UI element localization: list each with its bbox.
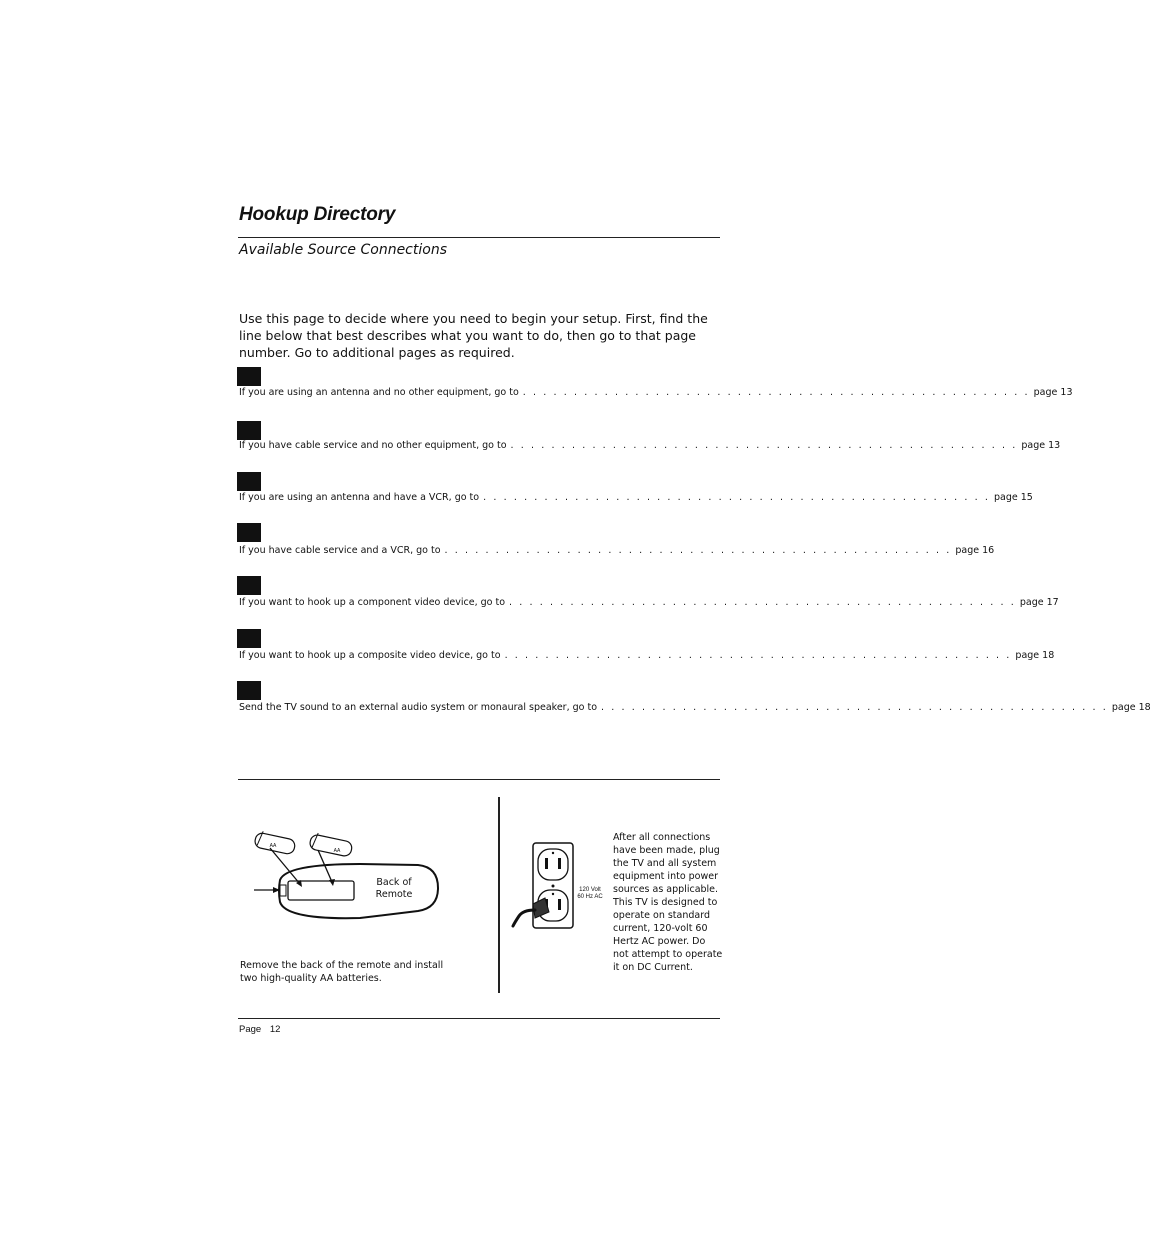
footer-divider xyxy=(238,1018,720,1019)
power-cord xyxy=(513,910,535,926)
entry-marker-box xyxy=(237,472,261,491)
entry-marker-box xyxy=(237,629,261,648)
entry-text: If you have cable service and no other equipment, go to xyxy=(239,440,507,451)
entry-text: If you have cable service and a VCR, go to xyxy=(239,545,441,556)
dot-leader: . . . . . . . . . . . . . . . . . . . . . . . . . . . . . . . . . . . . . . . . . . . . . . . . . . xyxy=(601,702,1108,713)
entry-page: page 15 xyxy=(993,492,1033,503)
intro-paragraph: Use this page to decide where you need to begin your setup. First, find the line below that best describes what you want to do, then go to that page number. Go to additional pages as required. xyxy=(239,311,708,360)
outlet-label: 60 Hz AC xyxy=(577,894,603,900)
dot-leader: . . . . . . . . . . . . . . . . . . . . . . . . . . . . . . . . . . . . . . . . . . . . . . . . . . xyxy=(444,545,952,556)
entry-marker-box xyxy=(237,681,261,700)
dot-leader: . . . . . . . . . . . . . . . . . . . . . . . . . . . . . . . . . . . . . . . . . . . . . . . . . . xyxy=(483,492,990,503)
entry-text: Send the TV sound to an external audio system or monaural speaker, go to xyxy=(239,702,598,713)
entry-page: page 17 xyxy=(1019,597,1059,608)
dot-leader: . . . . . . . . . . . . . . . . . . . . . . . . . . . . . . . . . . . . . . . . . . . . . . . . . . xyxy=(504,650,1012,661)
vertical-divider xyxy=(498,797,500,993)
entry-marker-box xyxy=(237,367,261,386)
page-subtitle: Available Source Connections xyxy=(239,242,447,258)
entry-page: page 18 xyxy=(1111,702,1151,713)
page-number: 12 xyxy=(269,1024,281,1035)
entry-text: If you are using an antenna and have a VCR, go to xyxy=(239,492,480,503)
page-footer xyxy=(239,1024,286,1035)
outlet-illustration xyxy=(505,840,610,935)
dot-leader: . . . . . . . . . . . . . . . . . . . . . . . . . . . . . . . . . . . . . . . . . . . . . . . . . . xyxy=(522,387,1030,398)
outlet-caption: After all connections have been made, plug the TV and all system equipment into power sources as applicable. This TV is designed to operate on standard current, 120-volt 60 Hertz AC power. Do not attempt to operate it on DC Current. xyxy=(613,832,723,973)
remote-caption: Remove the back of the remote and install two high-quality AA batteries. xyxy=(240,960,444,984)
entry-marker-box xyxy=(237,421,261,440)
battery-label: AA xyxy=(333,848,341,854)
dot-leader: . . . . . . . . . . . . . . . . . . . . . . . . . . . . . . . . . . . . . . . . . . . . . . . . . . xyxy=(509,597,1016,608)
entry-page: page 16 xyxy=(955,545,995,556)
title-divider xyxy=(238,237,720,238)
entry-text: If you want to hook up a composite video device, go to xyxy=(239,650,501,661)
entry-page: page 18 xyxy=(1015,650,1055,661)
page-label: Page xyxy=(239,1024,262,1035)
remote-back-label: Back of Remote xyxy=(375,877,413,900)
outlet-label: 120 Volt xyxy=(579,887,601,893)
entry-page: page 13 xyxy=(1021,440,1061,451)
dot-leader: . . . . . . . . . . . . . . . . . . . . . . . . . . . . . . . . . . . . . . . . . . . . . . . . . . xyxy=(510,440,1018,451)
entry-marker-box xyxy=(237,576,261,595)
battery-icon xyxy=(309,832,353,857)
entry-marker-box xyxy=(237,523,261,542)
battery-icon xyxy=(254,831,296,855)
entry-page: page 13 xyxy=(1033,387,1073,398)
entry-text: If you want to hook up a component video device, go to xyxy=(239,597,506,608)
page-title: Hookup Directory xyxy=(239,204,396,225)
battery-label: AA xyxy=(269,843,277,849)
section-divider xyxy=(238,779,720,780)
entry-text: If you are using an antenna and no other equipment, go to xyxy=(239,387,519,398)
